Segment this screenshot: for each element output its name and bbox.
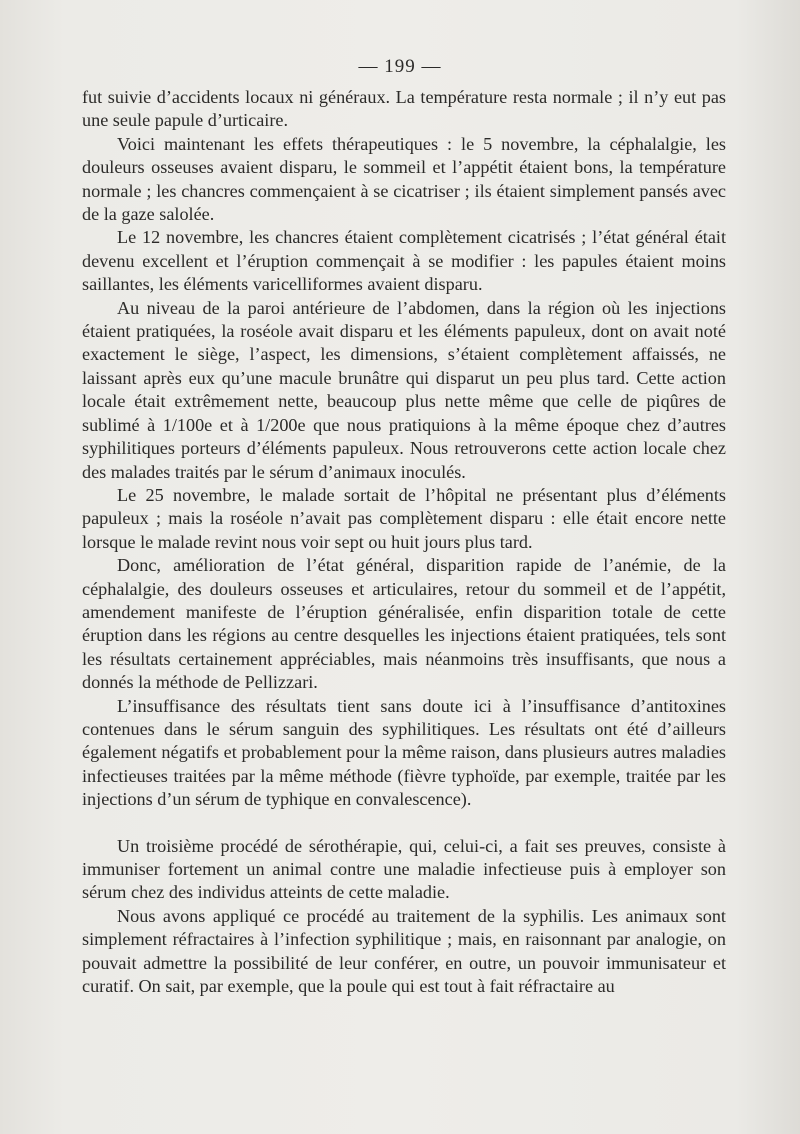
paragraph-5: Le 25 novembre, le malade sortait de l’hôpital ne présentant plus d’éléments papuleux ; mais la roséole n’avait pas complètement disparu : elle était encore nette lorsque le malade revint nous voir sept ou huit jours plus tard. (82, 484, 726, 552)
paragraph-6: Donc, amélioration de l’état général, disparition rapide de l’anémie, de la céphalalgie, des douleurs osseuses et articulaires, retour du sommeil et de l’appétit, amendement manifeste de l’éruption généralisée, enfin disparition totale de cette éruption dans les régions au centre desquelles les injections étaient pratiquées, tels sont les résultats certainement appréciables, mais néanmoins très insuffisants, que nous a donnés la méthode de Pellizzari. (82, 555, 726, 693)
paragraph-8: Un troisième procédé de sérothérapie, qui, celui-ci, a fait ses preuves, consiste à immuniser fortement un animal contre une maladie infectieuse puis à employer son sérum chez des individus atteints de cette maladie. (82, 835, 726, 903)
paragraph-9: Nous avons appliqué ce procédé au traitement de la syphilis. Les animaux sont simplement réfractaires à l’infection syphilitique ; mais, en raisonnant par analogie, on pouvait admettre la possibilité de leur conférer, en outre, un pouvoir immunisateur et curatif. On sait, par exemple, que la poule qui est tout à fait réfractaire au (82, 905, 726, 997)
page-number: — 199 — (358, 56, 442, 77)
paragraph-4: Au niveau de la paroi antérieure de l’abdomen, dans la région où les injections étaient pratiquées, la roséole avait disparu et les éléments papuleux, dont on avait noté exactement le siège, l’aspect, les dimensions, s’étaient complètement affaissés, ne laissant après eux qu’une macule brunâtre qui disparut un peu plus tard. Cette action locale était extrêmement nette, beaucoup plus nette même que celle de piqûres de sublimé à 1/100e et à 1/200e que nous pratiquions à la même époque chez d’autres syphilitiques porteurs d’éléments papuleux. Nous retrouverons cette action locale chez des malades traités par le sérum d’animaux inoculés. (82, 297, 726, 482)
paragraph-7: L’insuffisance des résultats tient sans doute ici à l’insuffisance d’antitoxines contenues dans le sérum sanguin des syphilitiques. Les résultats ont été d’ailleurs également négatifs et probablement pour la même raison, dans plusieurs autres maladies infectieuses traitées par la même méthode (fièvre typhoïde, par exemple, traitée par les injections d’un sérum de typhique en convalescence). (82, 695, 726, 810)
paragraph-3: Le 12 novembre, les chancres étaient complètement cicatrisés ; l’état général était devenu excellent et l’éruption commençait à se modifier : les papules étaient moins saillantes, les éléments varicelliformes avaient disparu. (82, 227, 726, 295)
paragraph-1: fut suivie d’accidents locaux ni généraux. La température resta normale ; il n’y eut pas une seule papule d’urticaire. (82, 87, 726, 131)
paragraph-2: Voici maintenant les effets thérapeutiques : le 5 novembre, la céphalalgie, les douleurs osseuses avaient disparu, le sommeil et l’appétit étaient bons, la température normale ; les chancres commençaient à se cicatriser ; ils étaient simplement pansés avec de la gaze salolée. (82, 133, 726, 225)
body-text (82, 86, 726, 998)
